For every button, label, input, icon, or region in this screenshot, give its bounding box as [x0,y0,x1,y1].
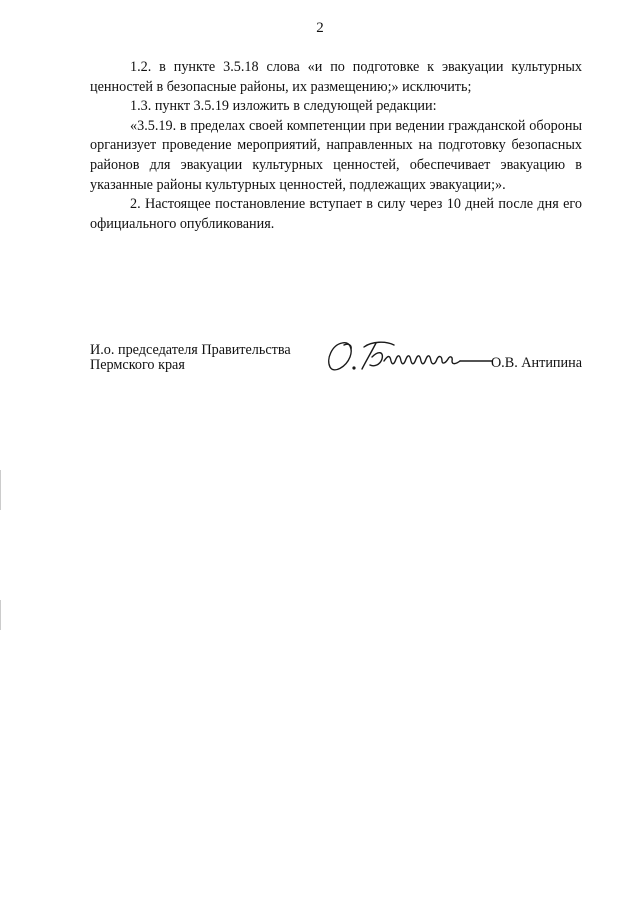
scan-edge-mark [0,470,1,510]
handwritten-signature-icon [324,337,494,375]
paragraph-2: 2. Настоящее постановление вступает в силу через 10 дней после дня его официального опубликования. [90,196,582,232]
signer-title: И.о. председателя Правительства Пермского края [90,342,291,373]
paragraph-1-3: 1.3. пункт 3.5.19 изложить в следующей редакции: [130,98,437,115]
document-body [90,58,582,234]
scan-edge-mark [0,600,1,630]
paragraph-1-2: 1.2. в пункте 3.5.18 слова «и по подготовке к эвакуации культурных ценностей в безопасные районы, их размещению;» исключить; [90,59,582,95]
signature-block [90,343,582,383]
paragraph-3-5-19: «3.5.19. в пределах своей компетенции при ведении гражданской обороны организует проведение мероприятий, направленных на подготовку безопасных районов для эвакуации культурных ценностей, обеспечивает эвакуацию в указанные районы культурных ценностей, подлежащих эвакуации;». [90,117,582,193]
page-number: 2 [316,20,324,36]
signer-name: О.В. Антипина [490,355,582,371]
